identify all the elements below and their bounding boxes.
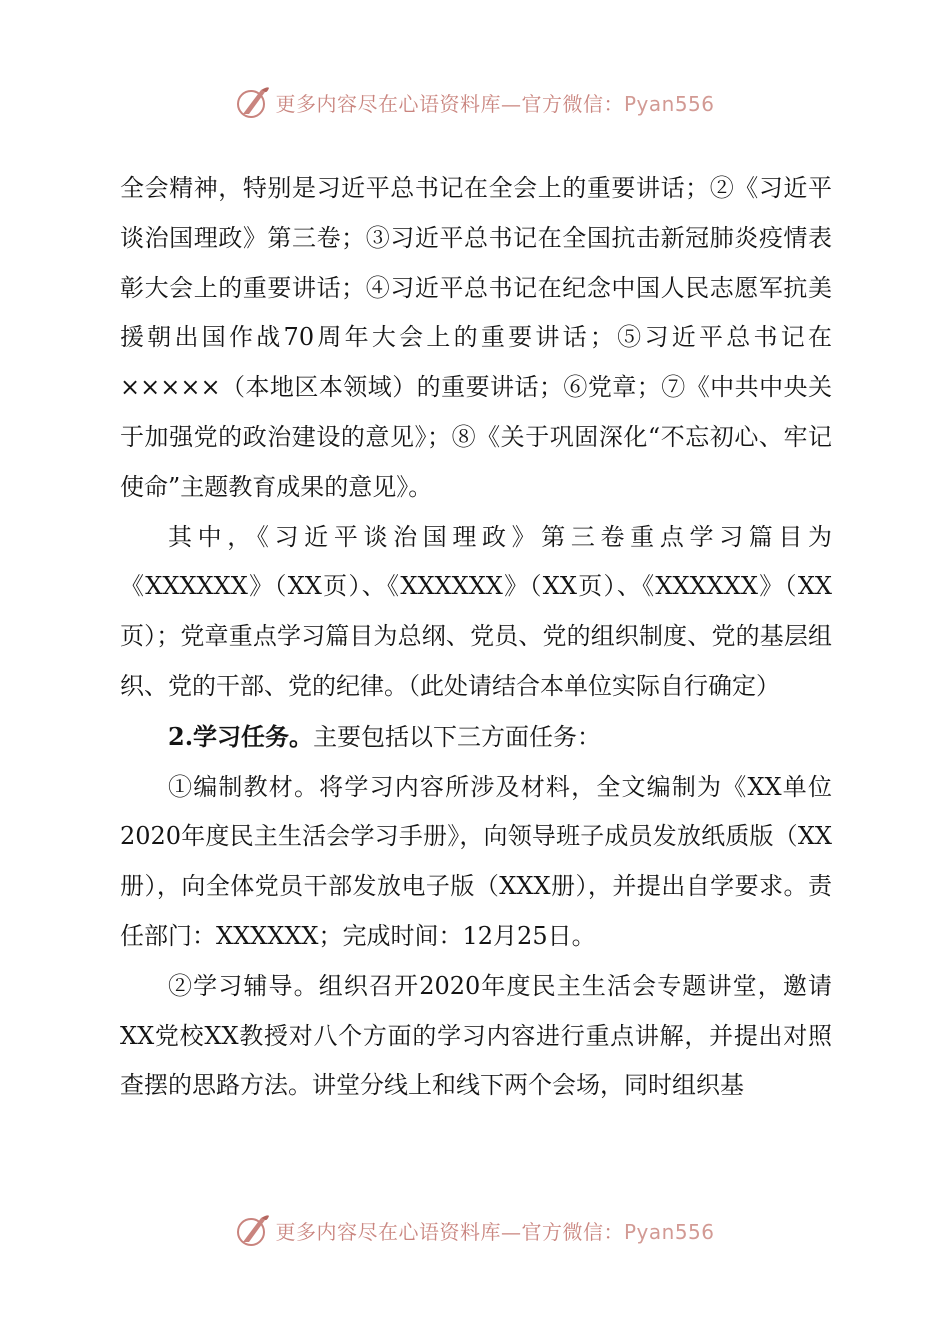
document-body bbox=[120, 164, 832, 1111]
paragraph: 全会精神，特别是习近平总书记在全会上的重要讲话；②《习近平谈治国理政》第三卷；③习近平总书记在全国抗击新冠肺炎疫情表彰大会上的重要讲话；④习近平总书记在纪念中国人民志愿军抗美援朝出国作战70周年大会上的重要讲话；⑤习近平总书记在×××××（本地区本领域）的重要讲话；⑥党章；⑦《中共中央关于加强党的政治建设的意见》；⑧《关于巩固深化“不忘初心、牢记使命”主题教育成果的意见》。 bbox=[120, 174, 832, 501]
watermark-wechat-id: Pyan556 bbox=[623, 1219, 715, 1244]
watermark-text: 更多内容尽在心语资料库—官方微信：Pyan556 bbox=[275, 91, 715, 116]
section-heading: 2.学习任务。 bbox=[168, 721, 314, 751]
paragraph: ②学习辅导。组织召开2020年度民主生活会专题讲堂，邀请XX党校XX教授对八个方面的学习内容进行重点讲解，并提出对照查摆的思路方法。讲堂分线上和线下两个会场，同时组织基 bbox=[120, 971, 832, 1100]
watermark-wechat-id: Pyan556 bbox=[623, 91, 715, 116]
watermark-footer bbox=[0, 1210, 950, 1250]
watermark-text: 更多内容尽在心语资料库—官方微信：Pyan556 bbox=[275, 1219, 715, 1244]
paragraph: ①编制教材。将学习内容所涉及材料，全文编制为《XX单位2020年度民主生活会学习手册》，向领导班子成员发放纸质版（XX册），向全体党员干部发放电子版（XXX册），并提出自学要求。责任部门：XXXXXX；完成时间：12月25日。 bbox=[120, 772, 832, 950]
paragraph: 其中，《习近平谈治国理政》第三卷重点学习篇目为《XXXXXX》（XX页）、《XXXXXX》（XX页）、《XXXXXX》（XX页）；党章重点学习篇目为总纲、党员、党的组织制度、党的基层组织、党的干部、党的纪律。（此处请结合本单位实际自行确定） bbox=[120, 522, 832, 700]
quill-pen-logo-icon bbox=[235, 1212, 271, 1248]
quill-pen-logo-icon bbox=[235, 84, 271, 120]
paragraph-study-tasks bbox=[120, 712, 832, 763]
paragraph-text: 主要包括以下三方面任务： bbox=[313, 722, 602, 751]
watermark-header bbox=[0, 82, 950, 122]
